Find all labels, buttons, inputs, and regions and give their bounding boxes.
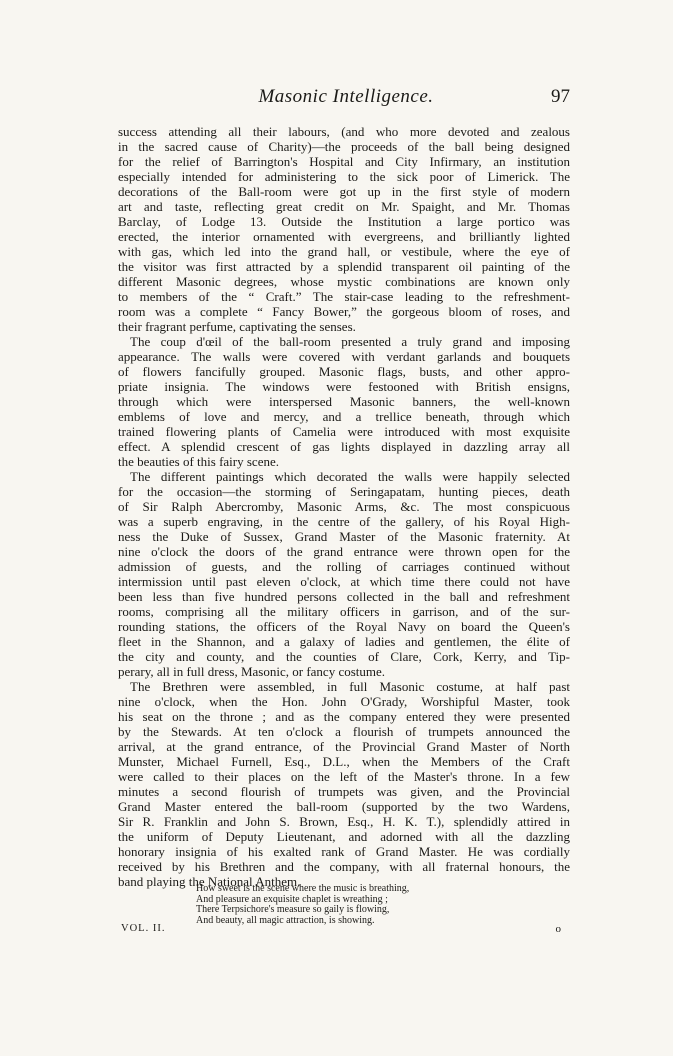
text-line: appearance. The walls were covered with verdant garlands and bouquets	[118, 349, 570, 364]
verse-line: And beauty, all magic attraction, is showing.	[196, 914, 375, 926]
text-line: room was a complete “ Fancy Bower,” the gorgeous bloom of roses, and	[118, 304, 570, 319]
text-line: for the occasion—the storming of Seringapatam, hunting pieces, death	[118, 484, 570, 499]
text-line: intermission until past eleven o'clock, at which time there could not have	[118, 574, 570, 589]
text-line: Barclay, of Lodge 13. Outside the Institution a large portico was	[118, 214, 570, 229]
text-line: received by his Brethren and the company, with all fraternal honours, the	[118, 859, 570, 874]
text-line: the beauties of this fairy scene.	[118, 454, 279, 469]
text-line: of flowers fancifully grouped. Masonic flags, busts, and other appro-	[118, 364, 570, 379]
text-line: to members of the “ Craft.” The stair-case leading to the refreshment-	[118, 289, 570, 304]
page-number: 97	[551, 86, 570, 107]
text-line: different Masonic degrees, whose mystic combinations are known only	[118, 274, 570, 289]
text-line: fleet in the Shannon, and a galaxy of ladies and gentlemen, the élite of	[118, 634, 570, 649]
running-title: Masonic Intelligence.	[258, 86, 434, 107]
text-line: in the sacred cause of Charity)—the proceeds of the ball being designed	[118, 139, 570, 154]
text-line: decorations of the Ball-room were got up in the first style of modern	[118, 184, 570, 199]
text-line: nine o'clock the doors of the grand entrance were thrown open for the	[118, 544, 570, 559]
verse-line: How sweet is the scene where the music is breathing,	[196, 883, 410, 894]
text-line: The Brethren were assembled, in full Masonic costume, at half past	[130, 679, 570, 694]
text-line: been less than five hundred persons collected in the ball and refreshment	[118, 589, 570, 604]
text-line: success attending all their labours, (and who more devoted and zealous	[118, 124, 570, 139]
text-line: the uniform of Deputy Lieutenant, and adorned with all the dazzling	[118, 829, 570, 844]
text-line: arrival, at the grand entrance, of the Provincial Grand Master of North	[118, 739, 570, 754]
text-line: art and taste, reflecting great credit on Mr. Spaight, and Mr. Thomas	[118, 199, 570, 214]
text-line: priate insignia. The windows were festooned with British ensigns,	[118, 379, 570, 394]
text-line: band playing the National Anthem.	[118, 874, 301, 889]
text-line: by the Stewards. At ten o'clock a flourish of trumpets announced the	[118, 724, 570, 739]
text-line: the visitor was first attracted by a splendid transparent oil painting of the	[118, 259, 570, 274]
text-line: ness the Duke of Sussex, Grand Master of the Masonic fraternity. At	[118, 529, 570, 544]
verse-line: And pleasure an exquisite chaplet is wreathing ;	[196, 893, 388, 905]
text-line: the city and county, and the counties of Clare, Cork, Kerry, and Tip-	[118, 649, 570, 664]
text-line: was a superb engraving, in the centre of the gallery, of his Royal High-	[118, 514, 570, 529]
text-line: rounding stations, the officers of the Royal Navy on board the Queen's	[118, 619, 570, 634]
text-line: erected, the interior ornamented with evergreens, and brilliantly lighted	[118, 229, 570, 244]
text-line: rooms, comprising all the military officers in garrison, and of the sur-	[118, 604, 570, 619]
text-line: especially intended for administering to the sick poor of Limerick. The	[118, 169, 570, 184]
text-line: his seat on the throne ; and as the company entered they were presented	[118, 709, 570, 724]
text-line: Munster, Michael Furnell, Esq., D.L., when the Members of the Craft	[118, 754, 570, 769]
text-line: nine o'clock, when the Hon. John O'Grady, Worshipful Master, took	[118, 694, 570, 709]
text-line: trained flowering plants of Camelia were introduced with most exquisite	[118, 424, 570, 439]
verse-line: There Terpsichore's measure so gaily is flowing,	[196, 904, 390, 915]
text-line: their fragrant perfume, captivating the senses.	[118, 319, 356, 334]
text-line: of Sir Ralph Abercromby, Masonic Arms, &c. The most conspicuous	[118, 499, 570, 514]
text-line: Sir R. Franklin and John S. Brown, Esq., H. K. T.), splendidly attired in	[118, 814, 570, 829]
text-line: minutes a second flourish of trumpets was given, and the Provincial	[118, 784, 570, 799]
text-line: effect. A splendid crescent of gas lights displayed in dazzling array all	[118, 439, 570, 454]
signature-mark: o	[555, 923, 561, 935]
text-line: honorary insignia of his exalted rank of Grand Master. He was cordially	[118, 844, 570, 859]
page-footer	[118, 923, 570, 939]
text-line: emblems of love and mercy, and a trellice beneath, through which	[118, 409, 570, 424]
text-line: The different paintings which decorated the walls were happily selected	[130, 469, 570, 484]
article-body	[118, 124, 570, 889]
text-line: through which were interspersed Masonic banners, the well-known	[118, 394, 570, 409]
text-line: for the relief of Barrington's Hospital and City Infirmary, an institution	[118, 154, 570, 169]
text-line: perary, all in full dress, Masonic, or fancy costume.	[118, 664, 386, 679]
text-line: admission of guests, and the rolling of carriages continued without	[118, 559, 570, 574]
text-line: The coup d'œil of the ball-room presented a truly grand and imposing	[130, 334, 570, 349]
text-line: were called to their places on the left of the Master's throne. In a few	[118, 769, 570, 784]
verse-quotation	[196, 884, 516, 926]
volume-label: VOL. II.	[121, 923, 166, 934]
text-line: with gas, which led into the grand hall, or vestibule, where the eye of	[118, 244, 570, 259]
text-line: Grand Master entered the ball-room (supported by the two Wardens,	[118, 799, 570, 814]
page-header	[120, 86, 572, 114]
